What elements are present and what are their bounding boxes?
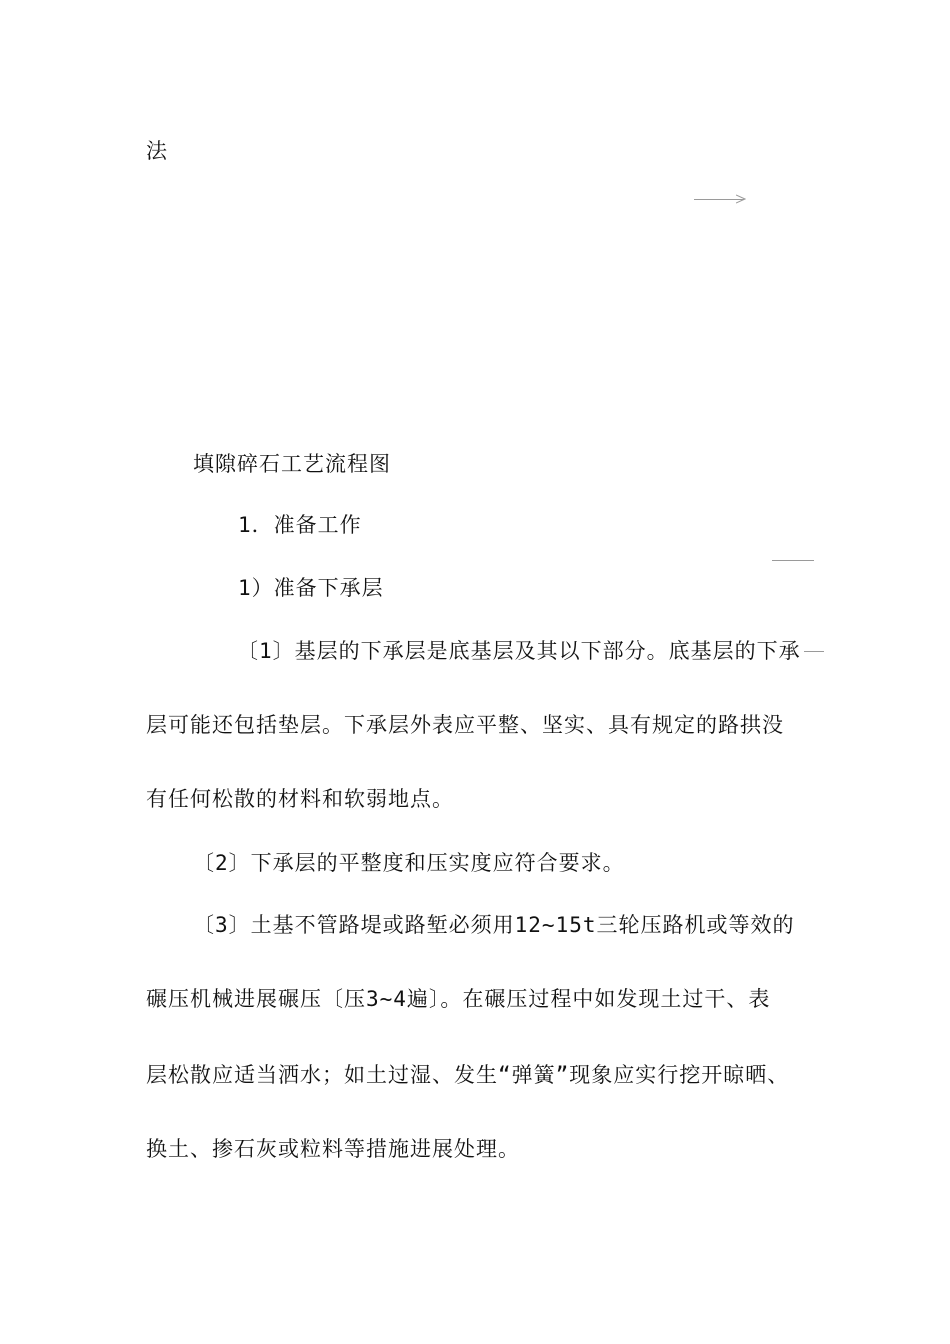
top-text-fragment: 法 [146,139,168,163]
paragraph-3-line-1: 〔3〕土基不管路堤或路堑必须用12~15t三轮压路机或等效的 [193,913,795,937]
paragraph-3-line-4: 换土、掺石灰或粒料等措施进展处理。 [146,1137,520,1161]
section-heading: 1．准备工作 [238,513,362,537]
flowchart-connector-line-2 [804,651,824,652]
paragraph-3-line-2: 碾压机械进展碾压〔压3~4遍〕。在碾压过程中如发现土过干、表 [146,987,771,1011]
paragraph-3-line-3: 层松散应适当洒水；如土过湿、发生“弹簧”现象应实行挖开晾晒、 [146,1063,790,1087]
paragraph-1-line-2: 层可能还包括垫层。下承层外表应平整、坚实、具有规定的路拱没 [146,713,784,737]
paragraph-2-line-1: 〔2〕下承层的平整度和压实度应符合要求。 [193,851,625,875]
paragraph-1-line-1: 〔1〕基层的下承层是底基层及其以下部分。底基层的下承 [237,639,801,663]
subsection-heading: 1）准备下承层 [238,576,384,600]
flowchart-connector-line [772,560,814,561]
flowchart-caption: 填隙碎石工艺流程图 [193,452,391,476]
arrow-right-icon [736,194,746,204]
paragraph-1-line-3: 有任何松散的材料和软弱地点。 [146,787,454,811]
